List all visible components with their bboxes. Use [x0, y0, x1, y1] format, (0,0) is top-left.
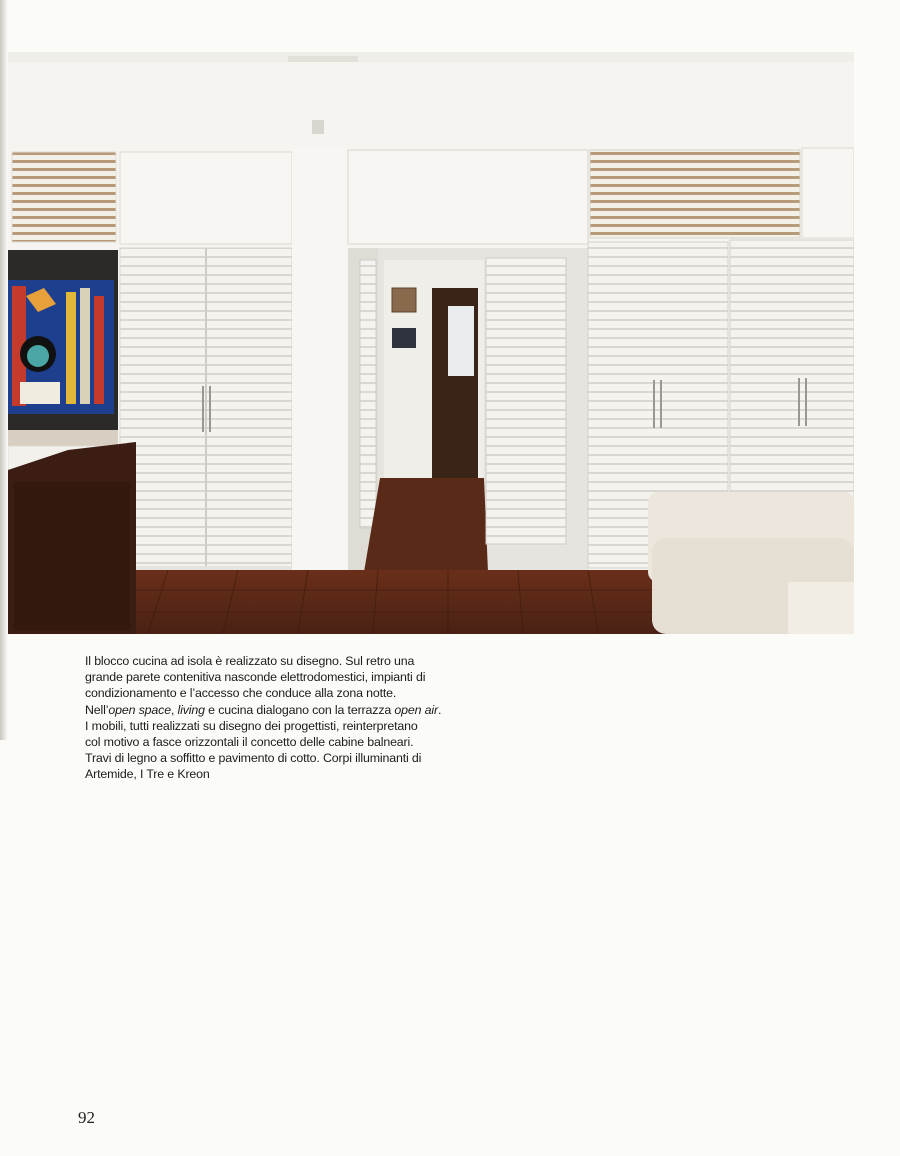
- corridor-tiles: [364, 478, 488, 572]
- caption-line: Il blocco cucina ad isola è realizzato su disegno. Sul retro una: [85, 654, 415, 668]
- caption-line: Travi di legno a soffitto e pavimento di cotto. Corpi illuminanti di: [85, 751, 422, 766]
- left-vent-grille: [12, 152, 116, 242]
- caption-line: grande parete contenitiva nasconde elettrodomestici, impianti di: [85, 670, 426, 685]
- interior-photo-illustration: [8, 52, 854, 634]
- right-upper-cabinet: [802, 148, 854, 238]
- caption-italic: open space: [108, 702, 171, 717]
- artwork-painting: [8, 280, 114, 414]
- page-gutter-shadow: [0, 0, 8, 740]
- caption-italic: open air: [394, 702, 438, 717]
- photo-caption: [85, 653, 465, 783]
- page-number: 92: [78, 1108, 95, 1127]
- hall-open-door: [360, 260, 376, 528]
- caption-line: I mobili, tutti realizzati su disegno dei progettisti, reinterpretano: [85, 718, 418, 733]
- niche-shelf: [8, 430, 118, 446]
- caption-italic: living: [177, 702, 205, 717]
- caption-line: Artemide, I Tre e Kreon: [85, 767, 210, 782]
- corridor-right-door: [486, 258, 566, 544]
- left-upper-cabinet: [120, 152, 292, 244]
- corridor-picture-1: [392, 288, 416, 312]
- caption-text: e cucina dialogano con la terrazza: [204, 702, 395, 717]
- caption-text: ,: [170, 702, 178, 717]
- corridor-window: [448, 306, 474, 376]
- caption-text: .: [437, 702, 442, 717]
- caption-line: col motivo a fasce orizzontali il concetto delle cabine balneari.: [85, 735, 414, 750]
- caption-line: condizionamento e l’accesso che conduce alla zona notte.: [85, 686, 397, 701]
- caption-text: Nell’: [85, 702, 109, 717]
- sofa: [648, 492, 854, 634]
- corridor-picture-2: [392, 328, 416, 348]
- wall-sconce: [312, 120, 324, 134]
- right-vent-grille: [590, 150, 800, 238]
- overdoor-cabinet: [348, 150, 588, 244]
- caption-line: [85, 702, 465, 718]
- central-wall: [292, 148, 348, 576]
- interior-photograph: [8, 52, 854, 634]
